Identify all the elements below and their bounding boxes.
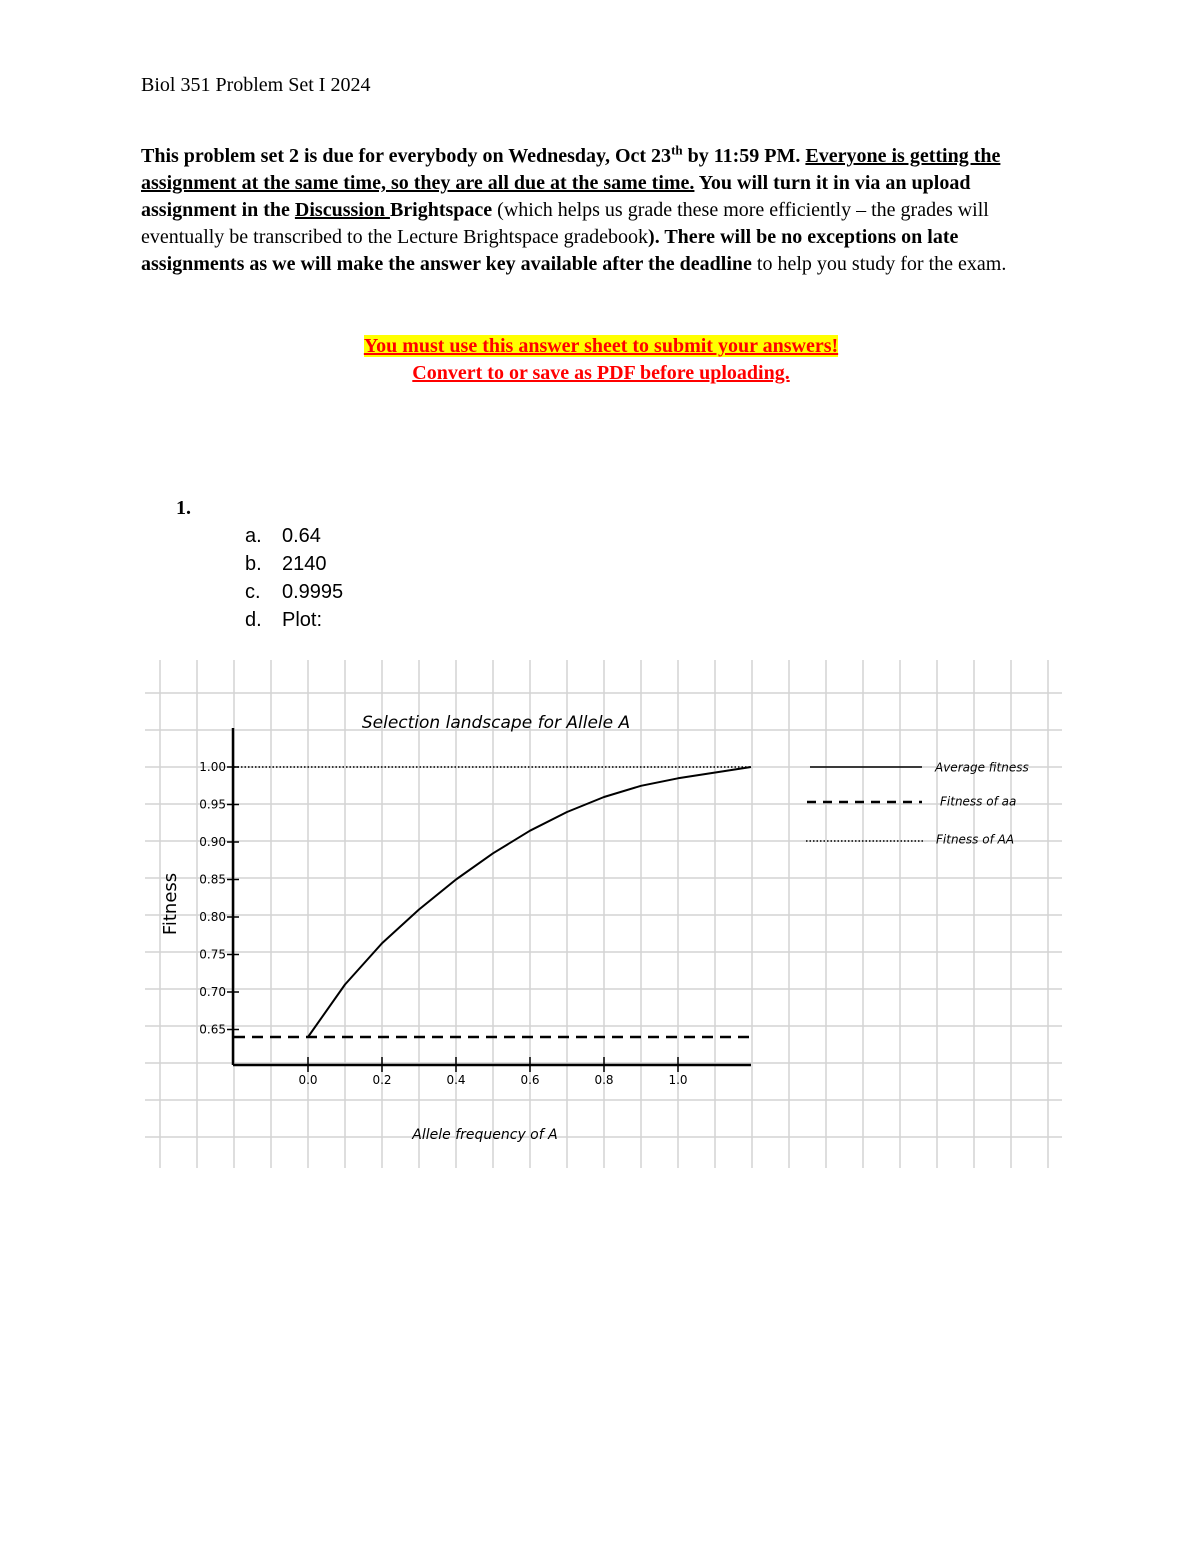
instructions-paragraph [141,143,1061,278]
notice-line-2: Convert to or save as PDF before uploading. [412,362,790,384]
intro-time: by 11:59 PM. [682,145,806,167]
y-tick-label: 0.70 [199,985,226,999]
y-tick-label: 0.85 [199,872,226,887]
question-number: 1. [176,497,191,519]
y-axis-label: Fitness [160,872,181,936]
legend-label-average: Average fitness [935,760,1029,775]
answer-text: Plot: [282,609,323,631]
intro-same-time: Everyone is getting the assignment at the same time, so they are all due at the same time. [141,145,1001,194]
answer-list [245,522,343,634]
intro-discussion: Discussion [294,199,390,221]
answer-marker: d. [245,609,262,631]
submission-notice [141,333,1061,387]
y-tick-label: 0.90 [199,835,226,849]
answer-text: 0.64 [282,525,321,547]
intro-efficiency: (which helps us grade these more efficiently – the grades will eventually be transcribed to the Lecture Brightspace gradebook [141,199,989,248]
x-tick-label: 0.0 [298,1073,318,1087]
legend-label-AA: Fitness of AA [936,832,1015,847]
document-header: Biol 351 Problem Set I 2024 [141,74,371,96]
intro-no-exceptions: ). There will be no exceptions on late assignments as we will make the answer key available after the deadline [141,226,959,275]
x-tick-label: 0.6 [520,1073,540,1087]
answer-marker: b. [245,553,262,575]
answer-text: 0.9995 [282,581,344,603]
notice-line-1: You must use this answer sheet to submit your answers! [363,335,839,357]
intro-brightspace: Brightspace [389,199,493,221]
chart-grid [145,660,1062,1168]
intro-sup: th [671,142,683,158]
answer-item [245,578,343,606]
chart-title: Selection landscape for Allele A [361,713,631,733]
x-tick-label: 0.8 [594,1073,614,1087]
y-tick-label: 0.80 [199,910,226,924]
selection-landscape-chart [140,660,1065,1172]
legend-label-aa: Fitness of aa [940,794,1017,809]
intro-study: to help you study for the exam. [751,253,1007,275]
intro-upload: You will turn it in via an upload assignment in the [141,172,971,221]
y-tick-label: 0.95 [199,797,226,812]
y-tick-label: 1.00 [199,760,226,774]
answer-item [245,550,343,578]
y-tick-label: 0.65 [199,1022,226,1037]
answer-marker: a. [245,525,262,547]
answer-item [245,606,343,634]
x-axis-label: Allele frequency of A [412,1127,558,1143]
answer-item [245,522,343,550]
intro-due: This problem set 2 is due for everybody on Wednesday, Oct 23 [141,145,672,167]
x-tick-label: 1.0 [668,1073,688,1087]
x-tick-label: 0.4 [446,1073,466,1087]
y-tick-label: 0.75 [199,947,226,962]
answer-text: 2140 [282,553,327,575]
answer-marker: c. [245,581,261,603]
x-tick-label: 0.2 [372,1073,392,1087]
